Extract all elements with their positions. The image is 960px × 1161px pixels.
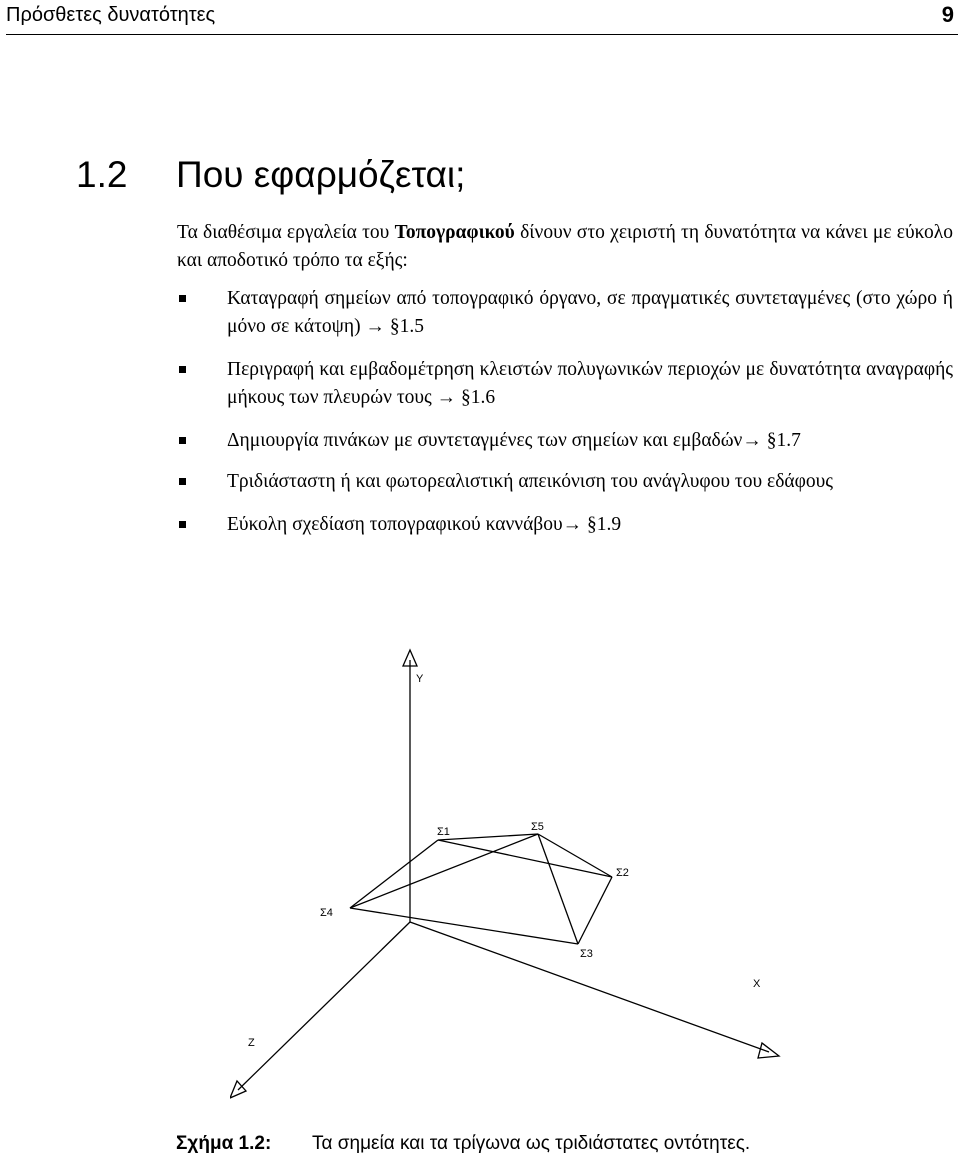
bullet-square-icon — [179, 521, 186, 528]
edge-s5-s3 — [538, 834, 578, 944]
edge-s3-s4 — [350, 908, 578, 944]
section-heading — [76, 154, 465, 196]
list-item — [177, 468, 953, 496]
intro-text-before: Τα διαθέσιμα εργαλεία του — [177, 222, 395, 243]
running-header — [6, 0, 958, 35]
list-item — [177, 427, 953, 455]
section-number: 1.2 — [76, 154, 128, 195]
bullet-square-icon — [179, 478, 186, 485]
point-label-s3: Σ3 — [580, 948, 593, 960]
intro-text-after: δίνουν στο χειριστή τη δυνατότητα να κάνει με εύκολο και αποδοτικό τρόπο τα εξής: — [177, 222, 953, 271]
list-item-text: Δημιουργία πινάκων με συντεταγμένες των σημείων και εμβαδών→ §1.7 — [227, 430, 801, 451]
list-item-text: Εύκολη σχεδίαση τοπογραφικού καννάβου→ §1.9 — [227, 514, 622, 535]
x-axis-line — [410, 922, 769, 1052]
edge-s4-s1 — [350, 840, 438, 908]
intro-paragraph — [177, 219, 953, 275]
list-item-text: Καταγραφή σημείων από τοπογραφικό όργανο, σε πραγματικές συντεταγμένες (στο χώρο ή μόνο σε κάτοψη) → §1.5 — [227, 288, 953, 337]
bullet-square-icon — [179, 366, 186, 373]
point-label-s4: Σ4 — [320, 907, 333, 919]
bullet-square-icon — [179, 295, 186, 302]
z-axis-label: Z — [248, 1037, 255, 1049]
point-label-s5: Σ5 — [531, 821, 544, 833]
x-axis-arrow-icon — [758, 1043, 779, 1058]
list-item-text: Τριδιάσταστη ή και φωτορεαλιστική απεικόνιση του ανάγλυφου του εδάφους — [227, 471, 834, 492]
edge-s1-s2 — [438, 840, 612, 877]
caption-label: Σχήμα 1.2: — [176, 1133, 272, 1154]
edge-s2-s3 — [578, 877, 612, 944]
x-axis-label: X — [753, 978, 761, 990]
point-label-s1: Σ1 — [437, 826, 450, 838]
feature-list — [177, 285, 953, 554]
header-title: Πρόσθετες δυνατότητες — [6, 4, 216, 26]
bullet-square-icon — [179, 437, 186, 444]
section-title: Που εφαρμόζεται; — [176, 154, 466, 195]
list-item — [177, 511, 953, 539]
list-item — [177, 285, 953, 341]
page-number: 9 — [941, 2, 954, 27]
figure-caption — [176, 1133, 750, 1155]
edge-s5-s2 — [538, 834, 612, 877]
edge-s1-s5 — [438, 834, 538, 840]
figure-canvas — [230, 640, 790, 1120]
point-label-s2: Σ2 — [616, 867, 629, 879]
y-axis-label: Y — [416, 673, 424, 685]
edge-s4-s5 — [350, 834, 538, 908]
list-item-text: Περιγραφή και εμβαδομέτρηση κλειστών πολυγωνικών περιοχών με δυνατότητα αναγραφής μήκους των πλευρών τους → §1.6 — [227, 359, 953, 408]
z-axis-line — [238, 922, 410, 1090]
intro-bold-term: Τοπογραφικού — [394, 222, 515, 243]
list-item — [177, 356, 953, 412]
caption-text: Τα σημεία και τα τρίγωνα ως τριδιάστατες οντότητες. — [312, 1133, 751, 1154]
figure-3d-points — [230, 640, 790, 1120]
